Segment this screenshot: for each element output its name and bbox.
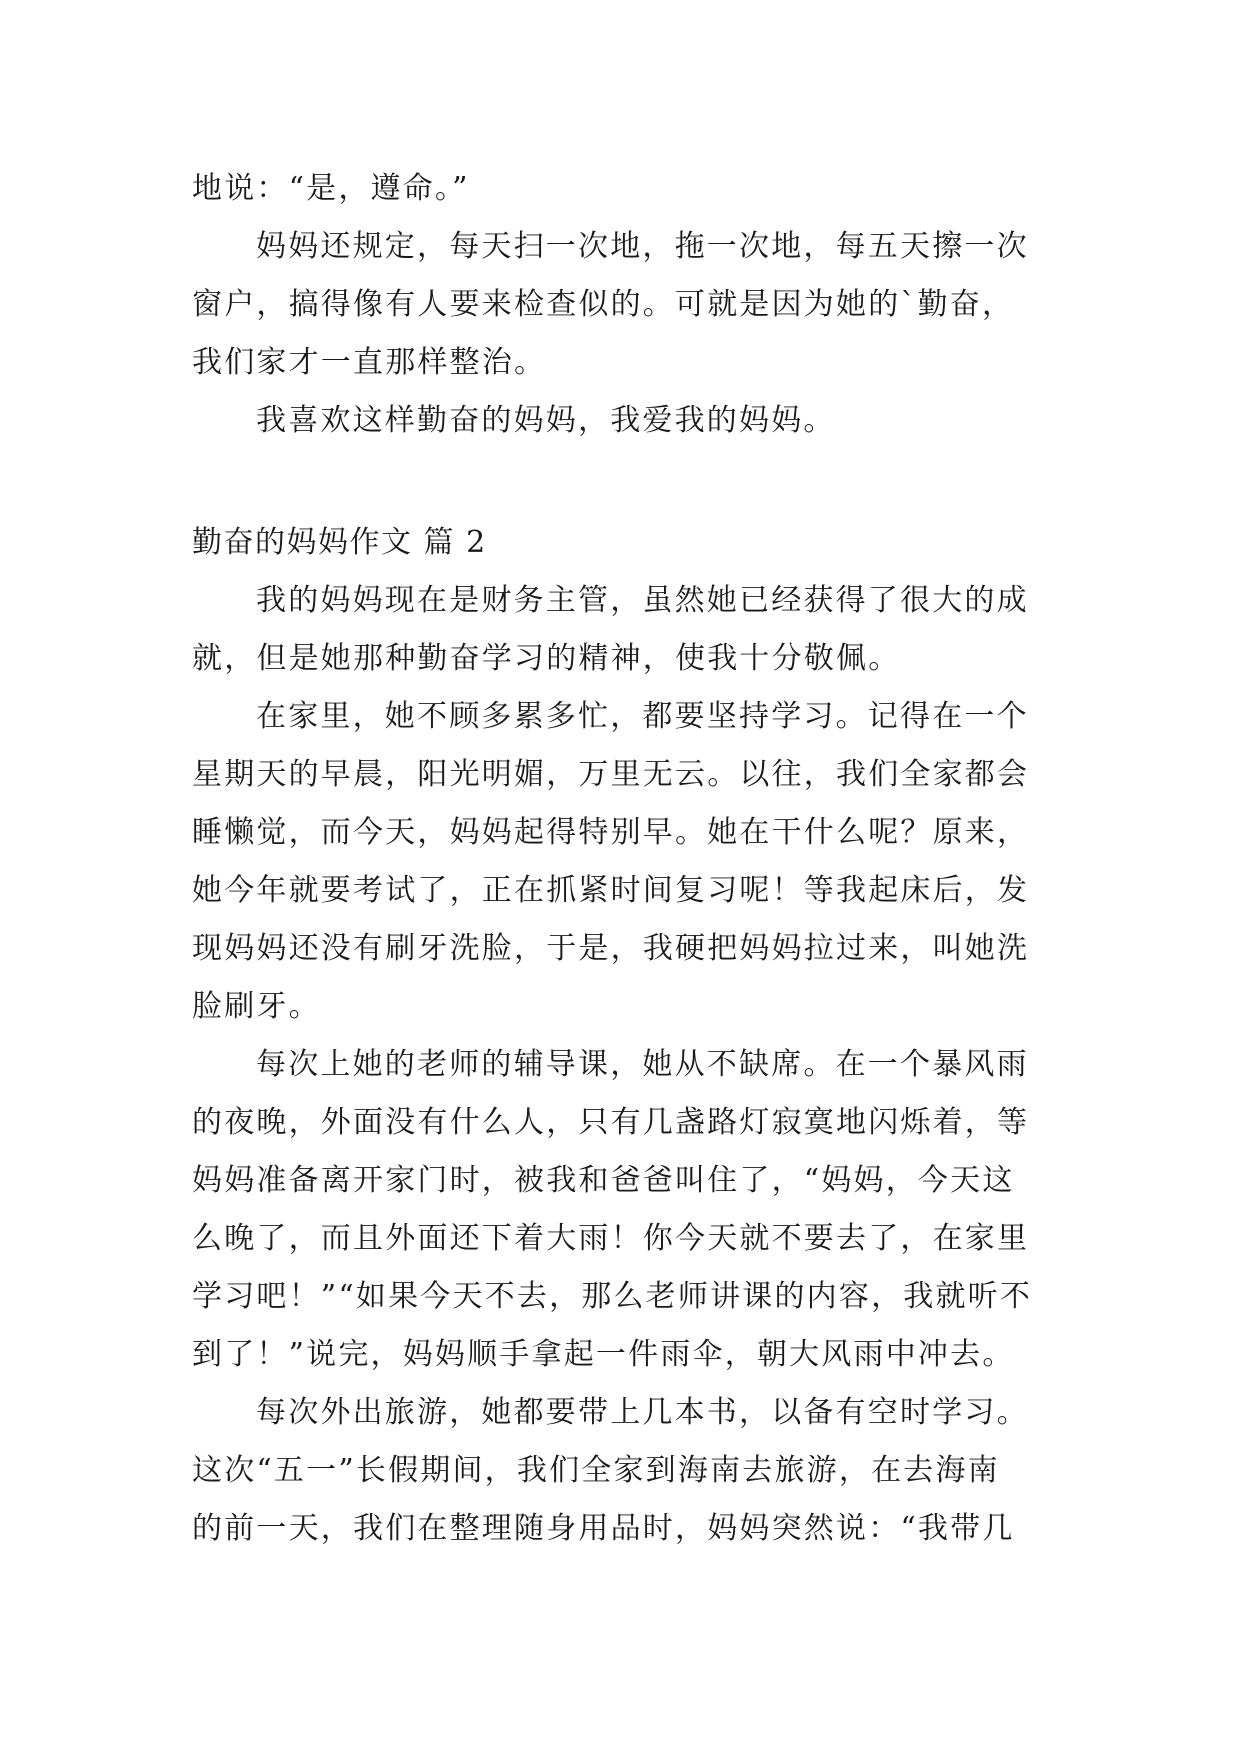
- paragraph-line: 妈妈还规定，每天扫一次地，拖一次地，每五天擦一次: [256, 229, 1029, 264]
- paragraph-line: 每次外出旅游，她都要带上几本书，以备有空时学习。: [256, 1395, 1029, 1430]
- paragraph-line: 脸刷牙。: [192, 989, 321, 1024]
- paragraph-line: 的夜晚，外面没有什么人，只有几盏路灯寂寞地闪烁着，等: [192, 1105, 1030, 1140]
- paragraph-line: 地说：“是，遵命。”: [192, 171, 470, 206]
- paragraph-line: 妈妈准备离开家门时，被我和爸爸叫住了，“妈妈，今天这: [192, 1163, 1015, 1198]
- paragraph-line: 的前一天，我们在整理随身用品时，妈妈突然说：“我带几: [192, 1511, 1015, 1546]
- paragraph-line: 么晚了，而且外面还下着大雨！你今天就不要去了，在家里: [192, 1221, 1030, 1256]
- section-title: 勤奋的妈妈作文 篇 2: [192, 525, 487, 560]
- paragraph-line: 每次上她的老师的辅导课，她从不缺席。在一个暴风雨: [256, 1047, 1029, 1082]
- paragraph-line: 到了！”说完，妈妈顺手拿起一件雨伞，朝大风雨中冲去。: [192, 1337, 1015, 1372]
- paragraph-line: 窗户，搞得像有人要来检查似的。可就是因为她的`勤奋，: [192, 287, 1015, 322]
- paragraph-line: 星期天的早晨，阳光明媚，万里无云。以往，我们全家都会: [192, 757, 1030, 792]
- paragraph-line: 她今年就要考试了，正在抓紧时间复习呢！等我起床后，发: [192, 873, 1030, 908]
- paragraph-line: 学习吧！”“如果今天不去，那么老师讲课的内容，我就听不: [192, 1279, 1033, 1314]
- paragraph-line: 现妈妈还没有刷牙洗脸，于是，我硬把妈妈拉过来，叫她洗: [192, 931, 1030, 966]
- paragraph-line: 就，但是她那种勤奋学习的精神，使我十分敬佩。: [192, 641, 901, 676]
- paragraph-line: 睡懒觉，而今天，妈妈起得特别早。她在干什么呢？原来，: [192, 815, 1030, 850]
- paragraph-line: 我们家才一直那样整治。: [192, 345, 547, 380]
- paragraph-line: 这次“五一”长假期间，我们全家到海南去旅游，在去海南: [192, 1453, 1000, 1488]
- paragraph-line: 我喜欢这样勤奋的妈妈，我爱我的妈妈。: [256, 403, 836, 438]
- paragraph-line: 我的妈妈现在是财务主管，虽然她已经获得了很大的成: [256, 583, 1029, 618]
- paragraph-line: 在家里，她不顾多累多忙，都要坚持学习。记得在一个: [256, 699, 1029, 734]
- document-body: [192, 160, 1072, 1558]
